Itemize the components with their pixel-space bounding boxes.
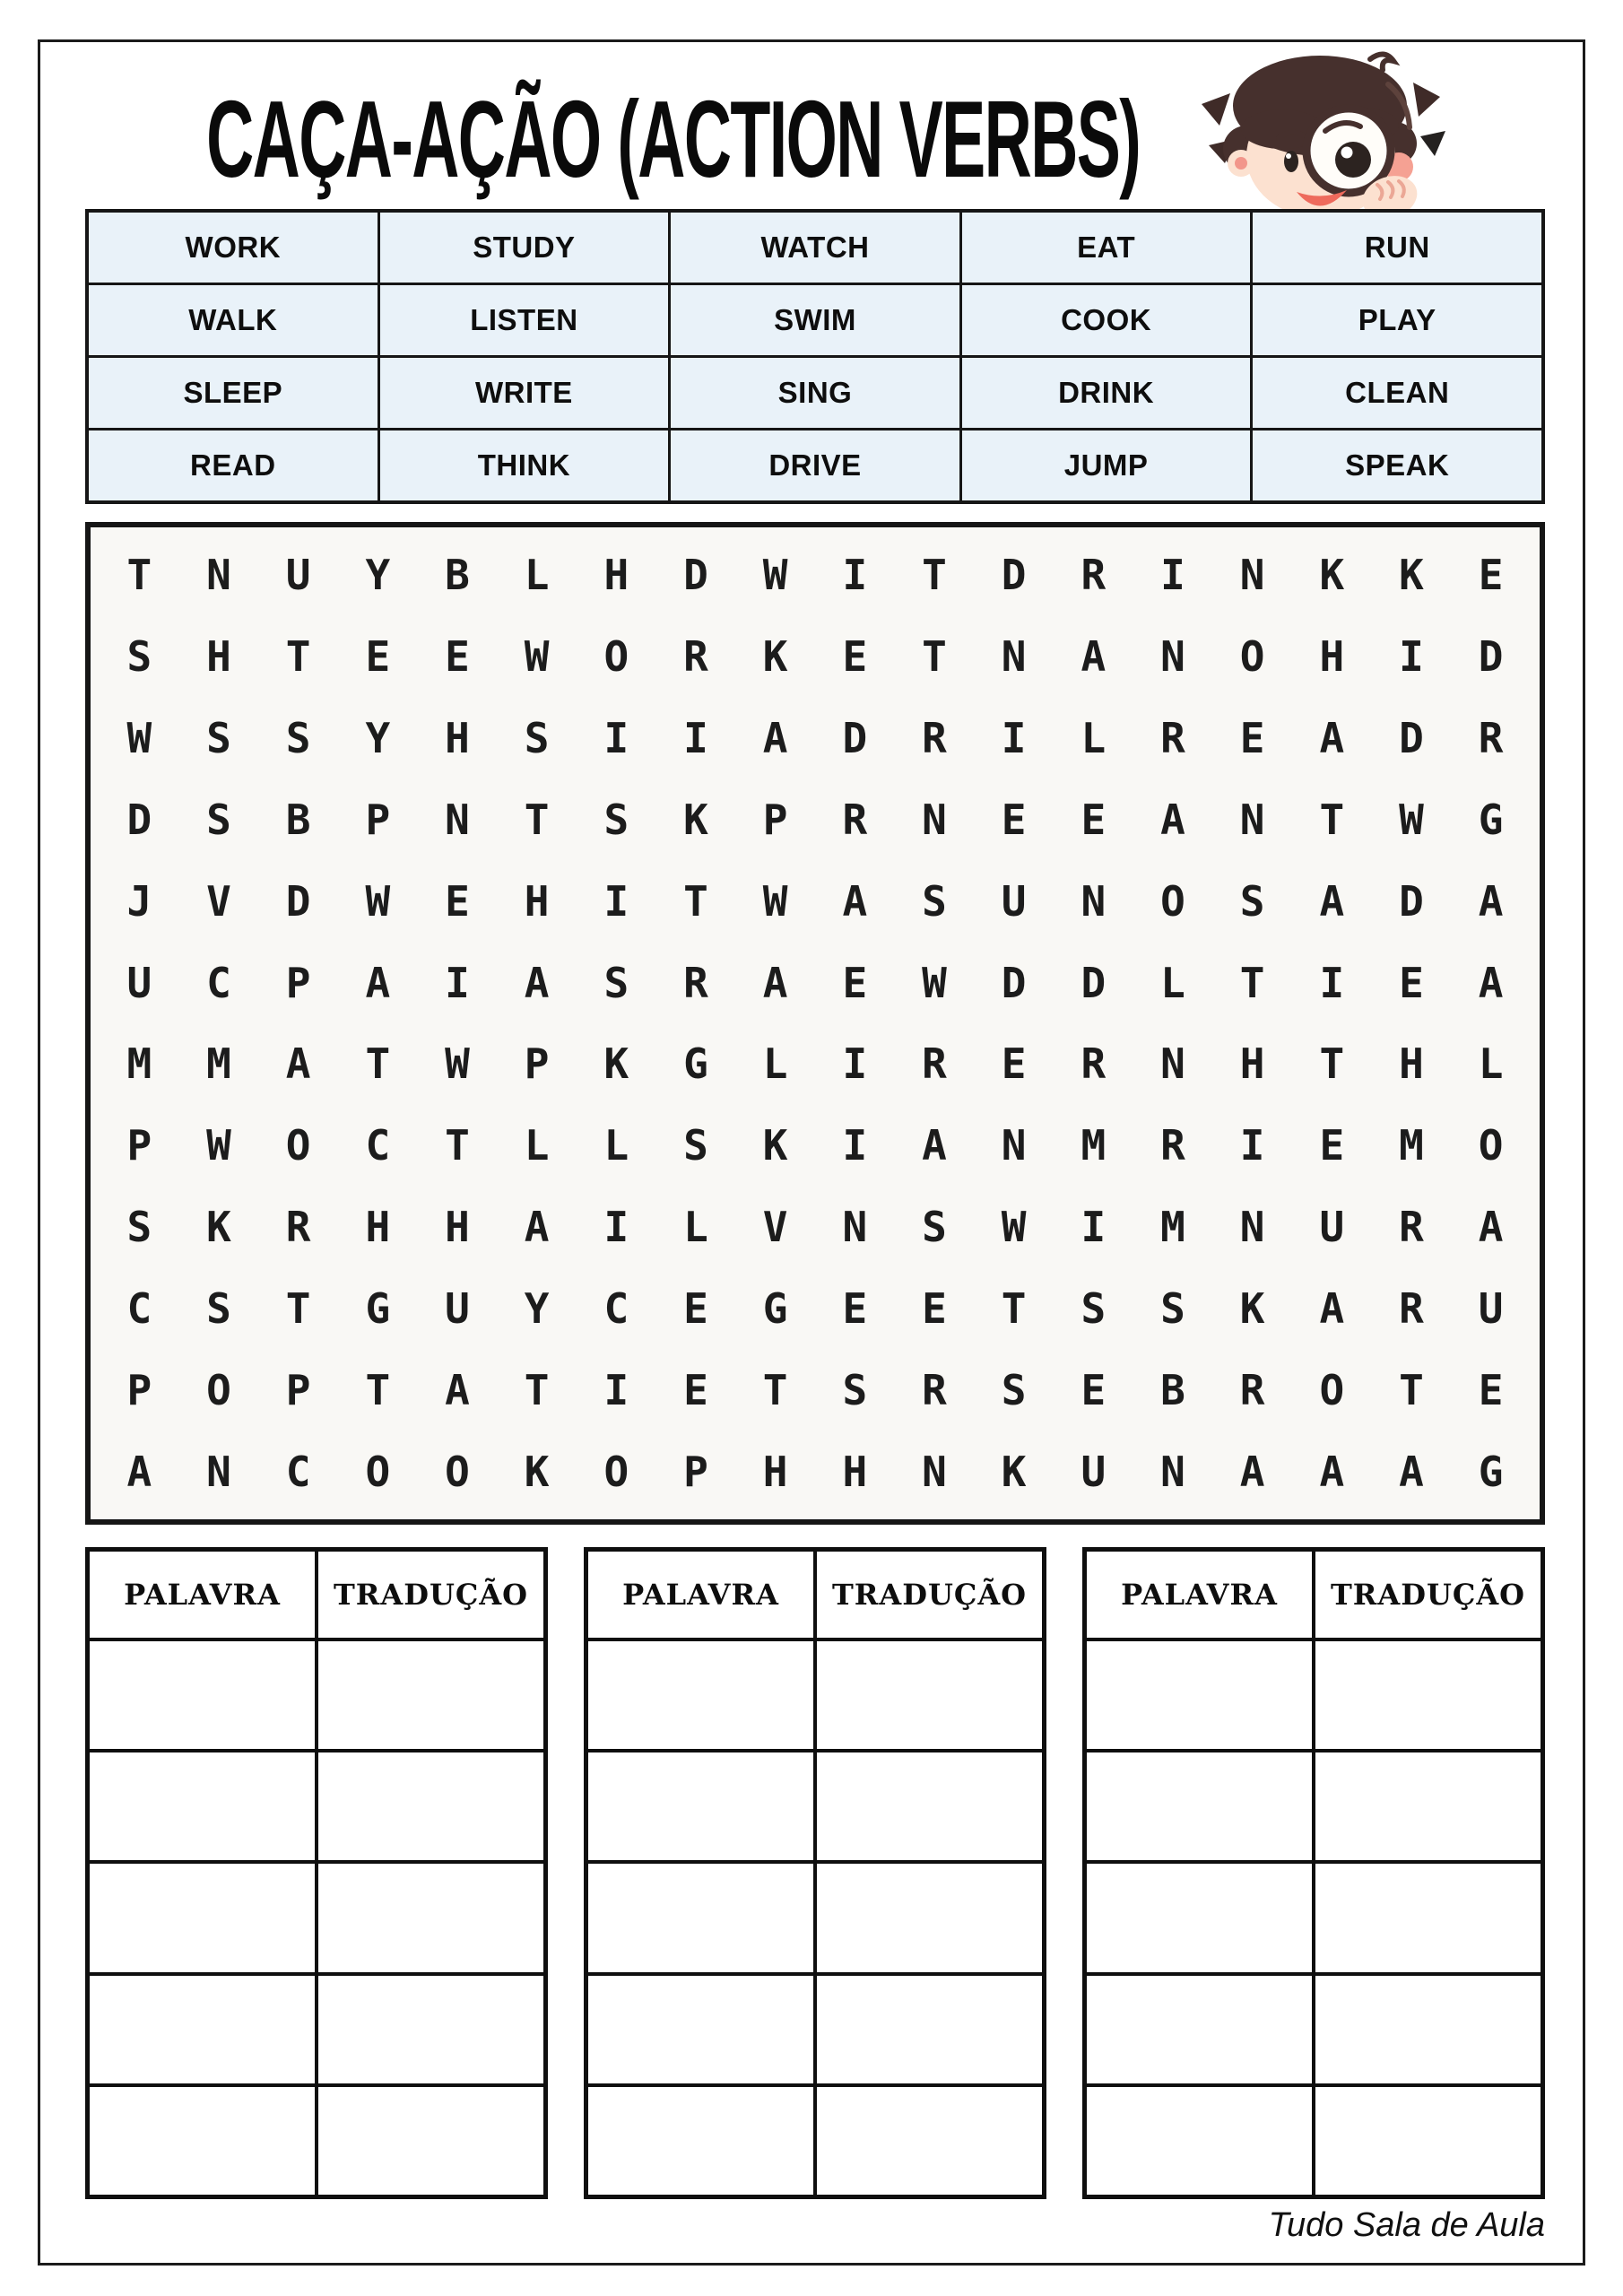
word-bank-item: JUMP: [962, 430, 1251, 500]
grid-letter: A: [922, 1121, 947, 1170]
grid-row: [100, 1349, 1531, 1431]
grid-letter: A: [842, 876, 868, 926]
answer-table-empty-cell: [817, 1976, 1042, 2083]
grid-letter: H: [1319, 632, 1345, 682]
grid-letter: S: [1160, 1283, 1185, 1333]
grid-letter: I: [603, 714, 629, 763]
grid-letter: H: [1399, 1039, 1424, 1089]
title-wrap: [90, 79, 1211, 201]
grid-letter: N: [206, 1447, 231, 1496]
grid-letter: I: [603, 876, 629, 926]
grid-letter: U: [1478, 1283, 1504, 1333]
grid-letter: E: [1001, 795, 1027, 844]
grid-letter: V: [762, 1203, 788, 1252]
answer-table-empty-cell: [588, 1976, 813, 2083]
grid-letter: C: [285, 1447, 311, 1496]
answer-table-empty-cell: [817, 2087, 1042, 2195]
word-bank-item: EAT: [962, 213, 1251, 283]
grid-letter: N: [1160, 632, 1185, 682]
word-bank-item: WATCH: [671, 213, 959, 283]
grid-letter: O: [1160, 876, 1185, 926]
word-bank-item: SING: [671, 358, 959, 428]
grid-letter: V: [206, 876, 231, 926]
grid-letter: S: [603, 795, 629, 844]
answer-table-empty-cell: [90, 2087, 315, 2195]
answer-table-empty-cell: [1315, 1864, 1541, 1971]
word-bank-item: SLEEP: [89, 358, 378, 428]
grid-letter: U: [445, 1283, 470, 1333]
grid-letter: A: [1081, 632, 1107, 682]
grid-letter: R: [683, 958, 708, 1007]
grid-letter: T: [1319, 795, 1345, 844]
grid-letter: M: [206, 1039, 231, 1089]
grid-letter: A: [1399, 1447, 1424, 1496]
grid-letter: S: [285, 714, 311, 763]
answer-table-empty-cell: [1315, 1976, 1541, 2083]
grid-letter: P: [285, 1365, 311, 1414]
grid-letter: E: [1081, 1365, 1107, 1414]
grid-letter: R: [1478, 714, 1504, 763]
grid-letter: A: [1319, 876, 1345, 926]
grid-letter: T: [365, 1365, 391, 1414]
grid-letter: R: [922, 1365, 947, 1414]
grid-letter: R: [1160, 1121, 1185, 1170]
answer-tables-row: [85, 1547, 1545, 2199]
grid-letter: D: [842, 714, 868, 763]
grid-letter: S: [922, 1203, 947, 1252]
word-bank-item: WRITE: [380, 358, 669, 428]
answer-table-header: PALAVRA: [588, 1552, 813, 1638]
grid-letter: U: [1319, 1203, 1345, 1252]
grid-letter: A: [762, 714, 788, 763]
grid-letter: O: [1239, 632, 1265, 682]
word-bank-item: LISTEN: [380, 285, 669, 355]
grid-row: [100, 1023, 1531, 1105]
grid-letter: B: [1160, 1365, 1185, 1414]
grid-letter: E: [1399, 958, 1424, 1007]
grid-letter: O: [206, 1365, 231, 1414]
grid-letter: S: [524, 714, 550, 763]
grid-letter: K: [762, 632, 788, 682]
answer-table-empty-cell: [90, 1752, 315, 1860]
grid-row: [100, 616, 1531, 698]
grid-row: [100, 1105, 1531, 1187]
grid-letter: P: [683, 1447, 708, 1496]
grid-letter: E: [842, 958, 868, 1007]
grid-row: [100, 779, 1531, 861]
grid-letter: S: [1001, 1365, 1027, 1414]
grid-letter: R: [922, 714, 947, 763]
grid-letter: R: [1239, 1365, 1265, 1414]
grid-letter: W: [206, 1121, 231, 1170]
grid-letter: A: [1319, 1283, 1345, 1333]
grid-letter: E: [445, 632, 470, 682]
grid-letter: I: [1239, 1121, 1265, 1170]
grid-letter: I: [1081, 1203, 1107, 1252]
grid-letter: H: [762, 1447, 788, 1496]
grid-letter: W: [445, 1039, 470, 1089]
grid-letter: T: [285, 1283, 311, 1333]
grid-letter: K: [683, 795, 708, 844]
grid-letter: S: [1081, 1283, 1107, 1333]
grid-letter: A: [126, 1447, 152, 1496]
grid-letter: T: [683, 876, 708, 926]
grid-letter: O: [1319, 1365, 1345, 1414]
grid-letter: R: [922, 1039, 947, 1089]
grid-letter: R: [1081, 1039, 1107, 1089]
grid-letter: K: [1399, 551, 1424, 600]
answer-table-empty-cell: [1315, 1752, 1541, 1860]
word-bank-table: [85, 209, 1545, 504]
answer-table-empty-cell: [318, 1752, 543, 1860]
answer-table-empty-cell: [1087, 1641, 1312, 1749]
grid-letter: S: [922, 876, 947, 926]
grid-letter: O: [445, 1447, 470, 1496]
grid-letter: S: [206, 795, 231, 844]
grid-letter: T: [524, 1365, 550, 1414]
answer-table-empty-cell: [1087, 1976, 1312, 2083]
grid-letter: T: [1001, 1283, 1027, 1333]
grid-letter: N: [1160, 1039, 1185, 1089]
grid-letter: S: [206, 714, 231, 763]
answer-table-empty-cell: [90, 1976, 315, 2083]
grid-letter: E: [683, 1365, 708, 1414]
grid-letter: N: [1081, 876, 1107, 926]
grid-letter: D: [1001, 958, 1027, 1007]
answer-table-empty-cell: [1087, 1864, 1312, 1971]
grid-letter: J: [126, 876, 152, 926]
grid-letter: P: [762, 795, 788, 844]
word-bank-item: DRIVE: [671, 430, 959, 500]
answer-table-header: PALAVRA: [90, 1552, 315, 1638]
grid-letter: R: [1399, 1203, 1424, 1252]
grid-letter: I: [842, 1039, 868, 1089]
grid-letter: T: [365, 1039, 391, 1089]
grid-letter: W: [762, 551, 788, 600]
grid-letter: W: [762, 876, 788, 926]
grid-row: [100, 860, 1531, 942]
grid-letter: I: [683, 714, 708, 763]
grid-letter: Y: [524, 1283, 550, 1333]
grid-letter: O: [603, 1447, 629, 1496]
grid-letter: S: [603, 958, 629, 1007]
word-bank-item: SPEAK: [1253, 430, 1541, 500]
grid-letter: I: [1160, 551, 1185, 600]
word-bank-item: WORK: [89, 213, 378, 283]
grid-letter: A: [762, 958, 788, 1007]
grid-letter: A: [285, 1039, 311, 1089]
grid-letter: L: [683, 1203, 708, 1252]
grid-letter: M: [126, 1039, 152, 1089]
grid-letter: D: [1399, 876, 1424, 926]
grid-letter: H: [1239, 1039, 1265, 1089]
word-bank-item: RUN: [1253, 213, 1541, 283]
grid-letter: A: [524, 1203, 550, 1252]
grid-letter: D: [1001, 551, 1027, 600]
word-bank-item: CLEAN: [1253, 358, 1541, 428]
grid-letter: G: [1478, 795, 1504, 844]
grid-letter: S: [126, 1203, 152, 1252]
grid-letter: T: [1399, 1365, 1424, 1414]
grid-letter: O: [365, 1447, 391, 1496]
grid-letter: E: [445, 876, 470, 926]
page-title: CAÇA-AÇÃO (ACTION VERBS): [206, 79, 1141, 201]
grid-letter: H: [365, 1203, 391, 1252]
answer-table-empty-cell: [90, 1641, 315, 1749]
boy-magnifying-glass-mascot-icon: [1194, 48, 1450, 212]
footer-credit: Tudo Sala de Aula: [1268, 2206, 1545, 2244]
grid-letter: E: [842, 632, 868, 682]
grid-letter: E: [365, 632, 391, 682]
grid-letter: G: [1478, 1447, 1504, 1496]
grid-letter: R: [1160, 714, 1185, 763]
grid-row: [100, 535, 1531, 616]
answer-table-header: TRADUÇÃO: [1315, 1552, 1541, 1638]
grid-letter: U: [126, 958, 152, 1007]
grid-letter: W: [1001, 1203, 1027, 1252]
grid-letter: T: [922, 551, 947, 600]
grid-letter: N: [1239, 1203, 1265, 1252]
grid-row: [100, 1431, 1531, 1512]
grid-letter: I: [1399, 632, 1424, 682]
grid-letter: O: [285, 1121, 311, 1170]
word-bank-item: DRINK: [962, 358, 1251, 428]
grid-letter: E: [1081, 795, 1107, 844]
grid-letter: S: [206, 1283, 231, 1333]
grid-letter: P: [126, 1365, 152, 1414]
word-bank-item: SWIM: [671, 285, 959, 355]
grid-letter: L: [1081, 714, 1107, 763]
grid-letter: W: [365, 876, 391, 926]
grid-row: [100, 1187, 1531, 1268]
answer-table-empty-cell: [318, 1864, 543, 1971]
grid-letter: E: [683, 1283, 708, 1333]
grid-letter: A: [365, 958, 391, 1007]
grid-row: [100, 1268, 1531, 1350]
grid-letter: M: [1081, 1121, 1107, 1170]
answer-table-empty-cell: [817, 1752, 1042, 1860]
grid-letter: B: [445, 551, 470, 600]
grid-letter: W: [922, 958, 947, 1007]
grid-letter: D: [1478, 632, 1504, 682]
grid-letter: U: [1081, 1447, 1107, 1496]
grid-letter: B: [285, 795, 311, 844]
grid-letter: A: [1478, 958, 1504, 1007]
grid-letter: N: [922, 795, 947, 844]
answer-table-empty-cell: [318, 2087, 543, 2195]
grid-letter: T: [1239, 958, 1265, 1007]
answer-table-header: TRADUÇÃO: [817, 1552, 1042, 1638]
grid-letter: N: [445, 795, 470, 844]
grid-row: [100, 942, 1531, 1023]
answer-table-empty-cell: [817, 1641, 1042, 1749]
grid-letter: H: [603, 551, 629, 600]
grid-letter: S: [842, 1365, 868, 1414]
grid-letter: N: [1001, 632, 1027, 682]
grid-letter: E: [1239, 714, 1265, 763]
grid-letter: L: [524, 1121, 550, 1170]
grid-letter: T: [285, 632, 311, 682]
answer-table-empty-cell: [588, 2087, 813, 2195]
grid-letter: C: [365, 1121, 391, 1170]
grid-letter: C: [206, 958, 231, 1007]
grid-letter: K: [206, 1203, 231, 1252]
grid-letter: W: [126, 714, 152, 763]
grid-letter: A: [1239, 1447, 1265, 1496]
grid-letter: N: [206, 551, 231, 600]
word-bank-item: THINK: [380, 430, 669, 500]
answer-table-empty-cell: [1087, 2087, 1312, 2195]
grid-letter: I: [603, 1203, 629, 1252]
grid-letter: U: [1001, 876, 1027, 926]
grid-letter: T: [1319, 1039, 1345, 1089]
grid-letter: E: [842, 1283, 868, 1333]
grid-letter: T: [922, 632, 947, 682]
answer-table-empty-cell: [817, 1864, 1042, 1971]
grid-letter: L: [1160, 958, 1185, 1007]
grid-letter: S: [1239, 876, 1265, 926]
grid-letter: M: [1160, 1203, 1185, 1252]
grid-letter: N: [1239, 551, 1265, 600]
grid-letter: I: [1001, 714, 1027, 763]
answer-table-header: PALAVRA: [1087, 1552, 1312, 1638]
grid-letter: D: [683, 551, 708, 600]
grid-letter: P: [126, 1121, 152, 1170]
grid-letter: P: [524, 1039, 550, 1089]
grid-letter: N: [1160, 1447, 1185, 1496]
grid-letter: N: [842, 1203, 868, 1252]
grid-letter: P: [285, 958, 311, 1007]
grid-letter: W: [524, 632, 550, 682]
word-bank-item: WALK: [89, 285, 378, 355]
grid-letter: N: [1001, 1121, 1027, 1170]
grid-letter: D: [1081, 958, 1107, 1007]
word-bank-item: COOK: [962, 285, 1251, 355]
grid-letter: E: [922, 1283, 947, 1333]
grid-letter: W: [1399, 795, 1424, 844]
grid-letter: I: [603, 1365, 629, 1414]
grid-letter: K: [762, 1121, 788, 1170]
grid-letter: D: [1399, 714, 1424, 763]
grid-letter: E: [1001, 1039, 1027, 1089]
answer-table-empty-cell: [1087, 1752, 1312, 1860]
grid-letter: I: [842, 1121, 868, 1170]
grid-letter: K: [603, 1039, 629, 1089]
word-bank-item: PLAY: [1253, 285, 1541, 355]
grid-letter: K: [1239, 1283, 1265, 1333]
grid-letter: S: [126, 632, 152, 682]
word-search-grid: [85, 522, 1545, 1525]
answer-table-empty-cell: [318, 1641, 543, 1749]
answer-table: [584, 1547, 1046, 2199]
grid-letter: G: [365, 1283, 391, 1333]
word-bank-item: READ: [89, 430, 378, 500]
grid-letter: R: [842, 795, 868, 844]
grid-letter: A: [1319, 714, 1345, 763]
grid-letter: P: [365, 795, 391, 844]
grid-letter: H: [206, 632, 231, 682]
grid-letter: T: [762, 1365, 788, 1414]
grid-letter: D: [126, 795, 152, 844]
grid-letter: O: [603, 632, 629, 682]
grid-letter: M: [1399, 1121, 1424, 1170]
grid-letter: L: [1478, 1039, 1504, 1089]
answer-table-empty-cell: [1315, 2087, 1541, 2195]
grid-letter: H: [524, 876, 550, 926]
grid-letter: R: [683, 632, 708, 682]
grid-letter: E: [1478, 551, 1504, 600]
word-bank-item: STUDY: [380, 213, 669, 283]
grid-letter: A: [524, 958, 550, 1007]
grid-letter: A: [1478, 1203, 1504, 1252]
grid-letter: A: [1319, 1447, 1345, 1496]
grid-letter: I: [1319, 958, 1345, 1007]
answer-table-header: TRADUÇÃO: [318, 1552, 543, 1638]
grid-letter: R: [1399, 1283, 1424, 1333]
grid-letter: H: [445, 1203, 470, 1252]
grid-letter: A: [1478, 876, 1504, 926]
answer-table: [1082, 1547, 1545, 2199]
grid-letter: O: [1478, 1121, 1504, 1170]
grid-letter: R: [285, 1203, 311, 1252]
grid-letter: Y: [365, 714, 391, 763]
grid-letter: I: [842, 551, 868, 600]
grid-letter: D: [285, 876, 311, 926]
answer-table-empty-cell: [588, 1752, 813, 1860]
grid-letter: N: [922, 1447, 947, 1496]
grid-letter: C: [126, 1283, 152, 1333]
grid-letter: E: [1478, 1365, 1504, 1414]
answer-table-empty-cell: [90, 1864, 315, 1971]
grid-letter: T: [126, 551, 152, 600]
answer-table-empty-cell: [588, 1864, 813, 1971]
answer-table-empty-cell: [1315, 1641, 1541, 1749]
grid-letter: G: [762, 1283, 788, 1333]
grid-letter: E: [1319, 1121, 1345, 1170]
grid-letter: U: [285, 551, 311, 600]
grid-letter: I: [445, 958, 470, 1007]
answer-table-empty-cell: [588, 1641, 813, 1749]
grid-letter: K: [1319, 551, 1345, 600]
grid-letter: T: [524, 795, 550, 844]
grid-letter: K: [1001, 1447, 1027, 1496]
answer-table: [85, 1547, 548, 2199]
grid-letter: G: [683, 1039, 708, 1089]
grid-row: [100, 698, 1531, 779]
grid-letter: H: [445, 714, 470, 763]
grid-letter: S: [683, 1121, 708, 1170]
grid-letter: L: [762, 1039, 788, 1089]
grid-letter: R: [1081, 551, 1107, 600]
grid-letter: L: [524, 551, 550, 600]
grid-letter: N: [1239, 795, 1265, 844]
grid-letter: C: [603, 1283, 629, 1333]
grid-letter: K: [524, 1447, 550, 1496]
grid-letter: A: [1160, 795, 1185, 844]
grid-letter: H: [842, 1447, 868, 1496]
grid-letter: T: [445, 1121, 470, 1170]
grid-letter: A: [445, 1365, 470, 1414]
answer-table-empty-cell: [318, 1976, 543, 2083]
grid-letter: L: [603, 1121, 629, 1170]
grid-letter: Y: [365, 551, 391, 600]
